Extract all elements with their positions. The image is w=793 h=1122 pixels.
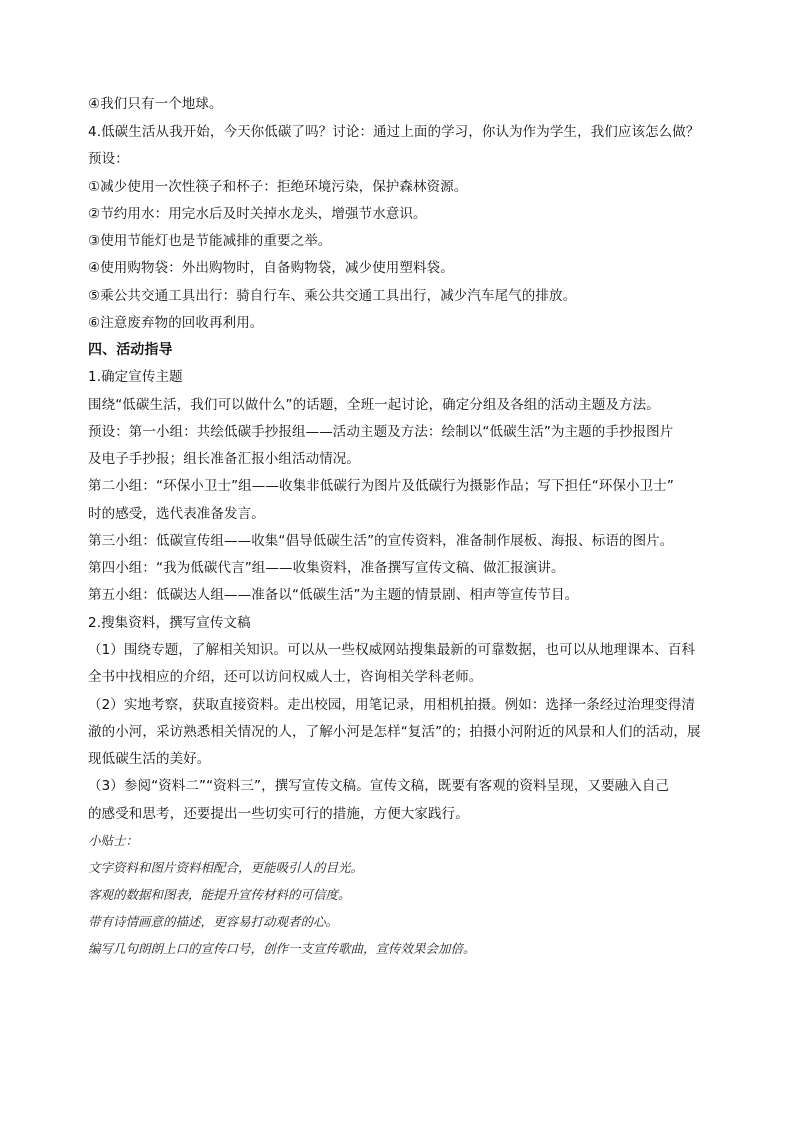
- tip-line: 客观的数据和图表，能提升宣传材料的可信度。: [88, 887, 351, 902]
- tip-line: 带有诗情画意的描述，更容易打动观者的心。: [88, 914, 339, 929]
- tip-line: 文字资料和图片资料相配合，更能吸引人的目光。: [88, 860, 364, 875]
- subsection-heading: 2.搜集资料，撰写宣传文稿: [88, 615, 251, 631]
- paragraph-line: 全书中找相应的介绍，还可以访问权威人士，咨询相关学科老师。: [88, 669, 483, 685]
- paragraph-line: 的感受和思考，还要提出一些切实可行的措施，方便大家践行。: [88, 806, 469, 822]
- paragraph-line: 4.低碳生活从我开始，今天你低碳了吗？讨论：通过上面的学习，你认为作为学生，我们应该怎么做？: [88, 124, 700, 140]
- paragraph-line: ④我们只有一个地球。: [88, 96, 223, 112]
- paragraph-line: ④使用购物袋：外出购物时，自备购物袋，减少使用塑料袋。: [88, 260, 454, 276]
- paragraph-line: 现低碳生活的美好。: [88, 751, 211, 767]
- paragraph-line: （1）围绕专题，了解相关知识。可以从一些权威网站搜集最新的可靠数据，也可以从地理课本、百科: [88, 642, 696, 658]
- paragraph-line: 预设：第一小组：共绘低碳手抄报组——活动主题及方法：绘制以“低碳生活”为主题的手抄报图片: [88, 424, 674, 440]
- paragraph-line: ⑥注意废弃物的回收再利用。: [88, 315, 264, 331]
- paragraph-line: 第四小组：“我为低碳代言”组——收集资料，准备撰写宣传文稿、做汇报演讲。: [88, 560, 565, 576]
- paragraph-line: ②节约用水：用完水后及时关掉水龙头，增强节水意识。: [88, 206, 427, 222]
- paragraph-line: ⑤乘公共交通工具出行：骑自行车、乘公共交通工具出行，减少汽车尾气的排放。: [88, 288, 577, 304]
- paragraph-line: （3）参阅“资料二”“资料三”，撰写宣传文稿。宣传文稿，既要有客观的资料呈现，又要融入自己: [88, 778, 670, 794]
- paragraph-line: ③使用节能灯也是节能减排的重要之举。: [88, 233, 332, 249]
- paragraph-line: 时的感受，选代表准备发言。: [88, 506, 265, 522]
- tips-heading: 小贴士：: [88, 833, 139, 848]
- paragraph-line: （2）实地考察，获取直接资料。走出校园，用笔记录，用相机拍摄。例如：选择一条经过治理变得清: [88, 697, 696, 713]
- paragraph-line: 围绕“低碳生活，我们可以做什么”的话题，全班一起讨论，确定分组及各组的活动主题及方法。: [88, 397, 660, 413]
- paragraph-line: 第五小组：低碳达人组——准备以“低碳生活”为主题的情景剧、相声等宣传节目。: [88, 587, 579, 603]
- paragraph-line: 及电子手抄报；组长准备汇报小组活动情况。: [88, 451, 360, 467]
- paragraph-line: 澈的小河，采访熟悉相关情况的人，了解小河是怎样“复活”的；拍摄小河附近的风景和人们的活动，展: [88, 724, 701, 740]
- paragraph-line: 预设：: [88, 151, 129, 167]
- section-heading: 四、活动指导: [88, 342, 173, 358]
- tip-line: 编写几句朗朗上口的宣传口号，创作一支宣传歌曲，宣传效果会加倍。: [88, 941, 476, 956]
- paragraph-line: 第二小组：“环保小卫士”组——收集非低碳行为图片及低碳行为摄影作品；写下担任“环保小卫士”: [88, 478, 674, 494]
- paragraph-line: 第三小组：低碳宣传组——收集“倡导低碳生活”的宣传资料，准备制作展板、海报、标语的图片。: [88, 533, 674, 549]
- subsection-heading: 1.确定宣传主题: [88, 369, 183, 385]
- paragraph-line: ①减少使用一次性筷子和杯子：拒绝环境污染，保护森林资源。: [88, 179, 468, 195]
